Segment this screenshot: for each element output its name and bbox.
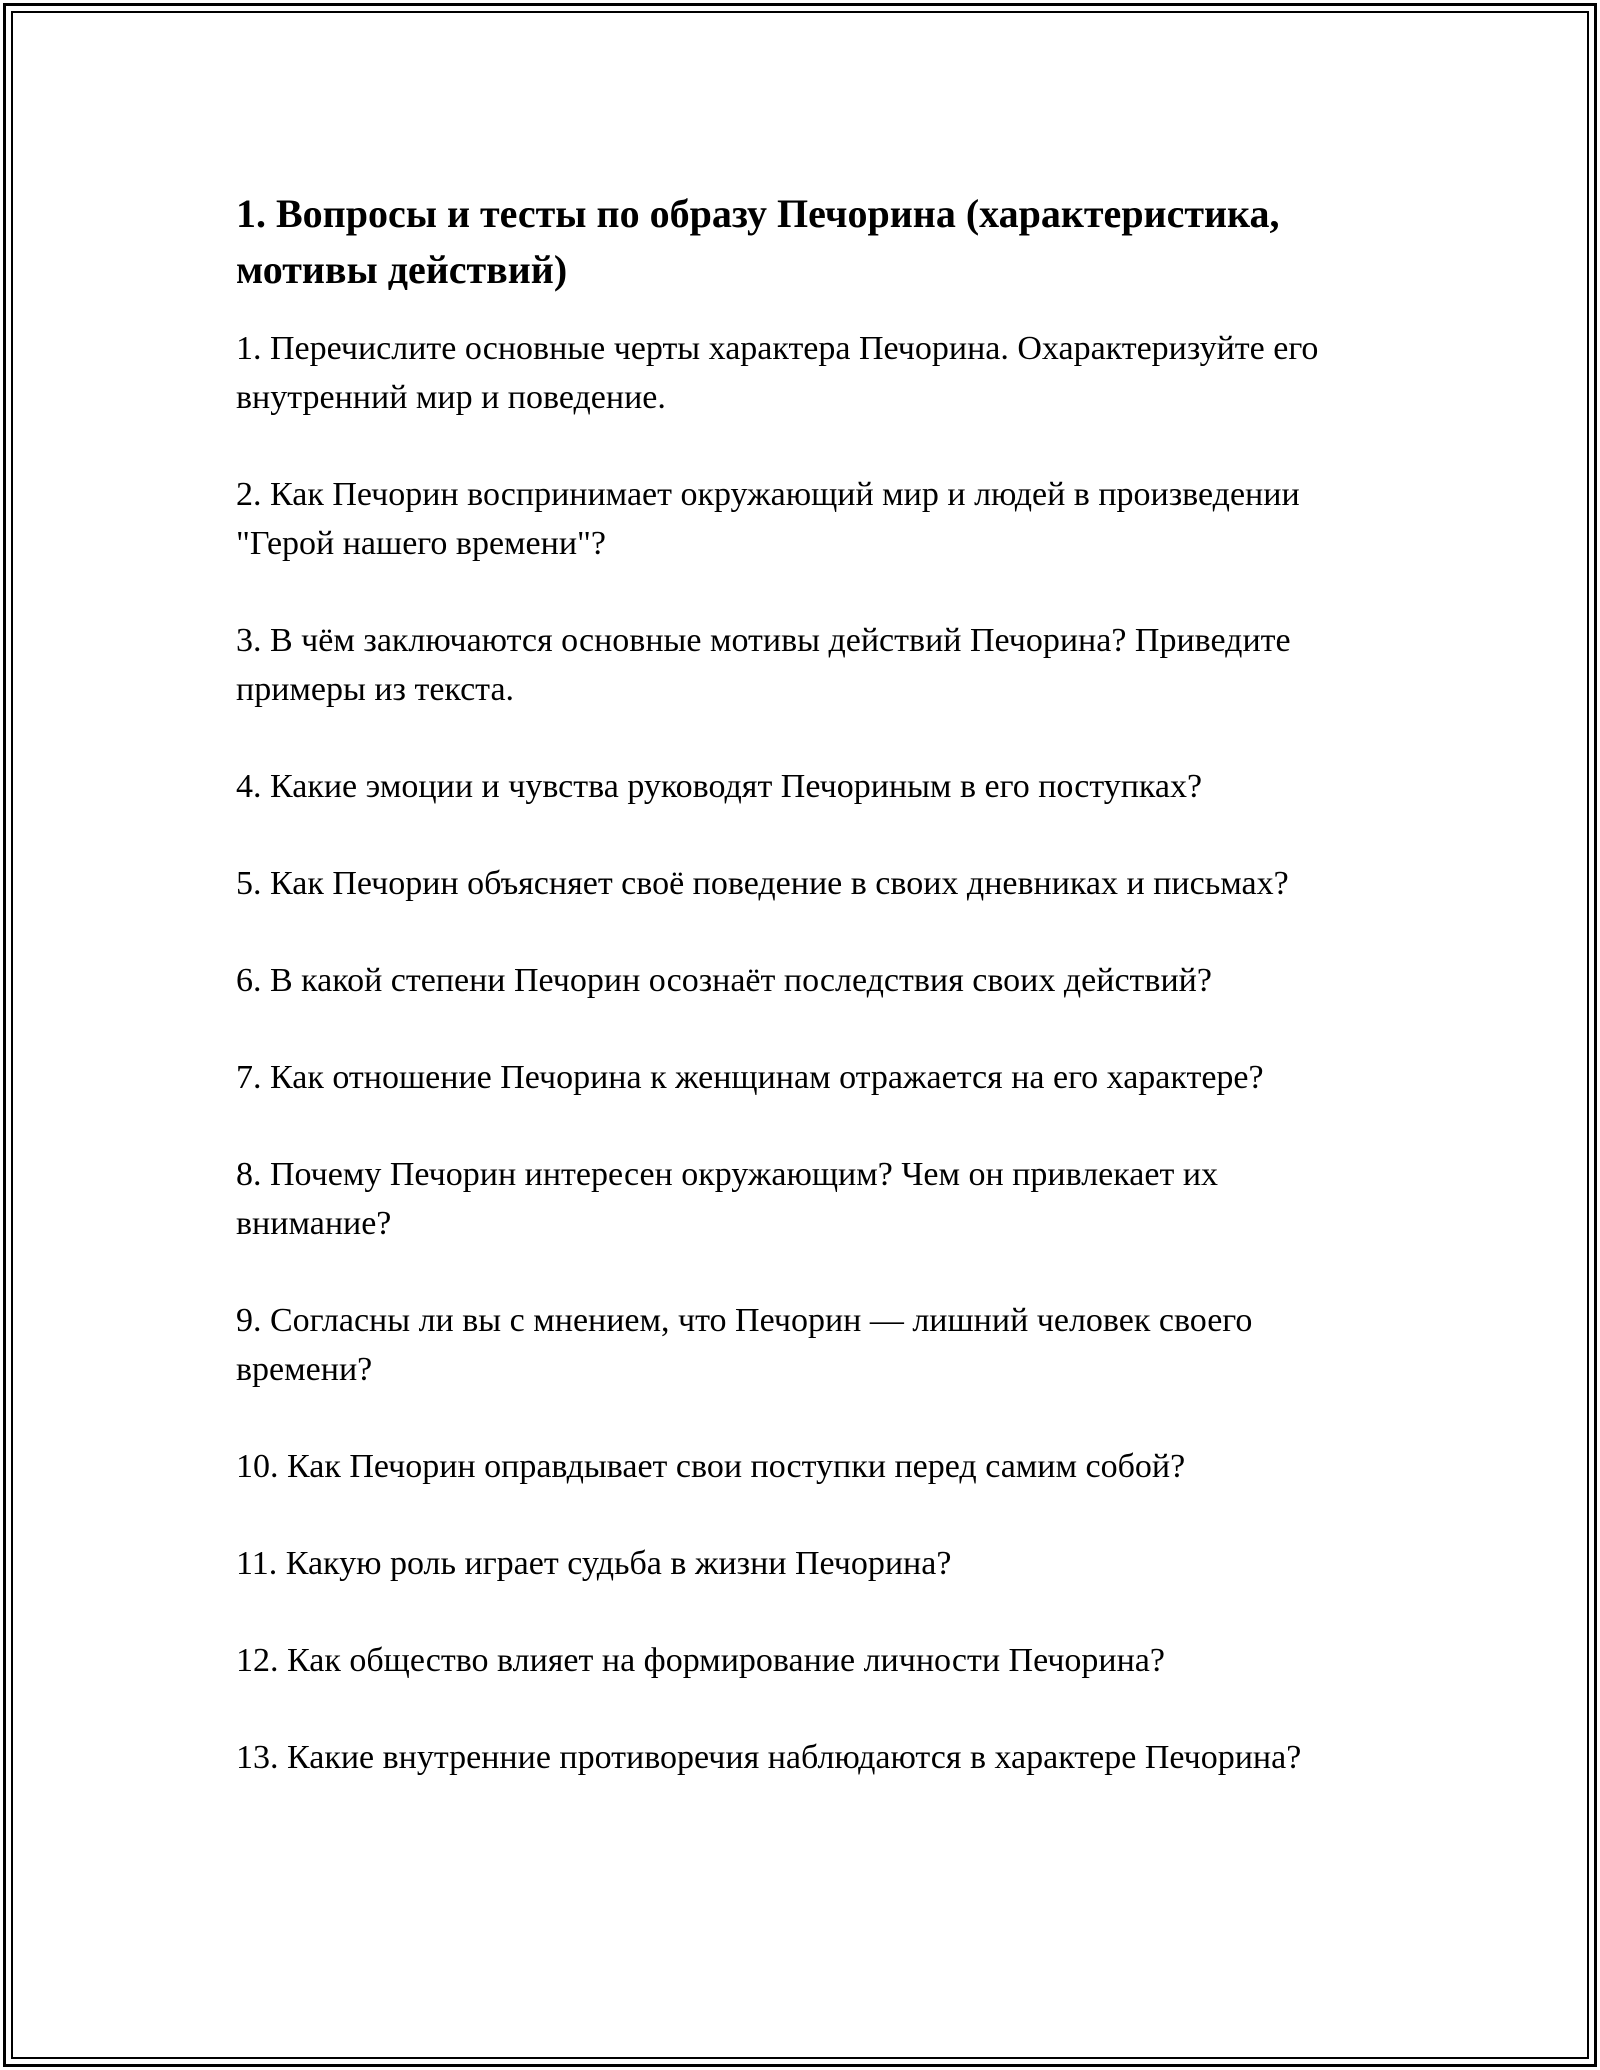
question-item: 12. Как общество влияет на формирование личности Печорина? — [236, 1642, 1165, 1679]
question-item: 1. Перечислите основные черты характера Печорина. Охарактеризуйте его внутренний мир и поведение. — [236, 330, 1319, 416]
question-item: 10. Как Печорин оправдывает свои поступки перед самим собой? — [236, 1448, 1186, 1485]
question-item: 5. Как Печорин объясняет своё поведение в своих дневниках и письмах? — [236, 865, 1289, 902]
question-item: 7. Как отношение Печорина к женщинам отражается на его характере? — [236, 1059, 1264, 1096]
question-item: 2. Как Печорин воспринимает окружающий мир и людей в произведении "Герой нашего времени"? — [236, 476, 1300, 562]
question-item: 8. Почему Печорин интересен окружающим? Чем он привлекает их внимание? — [236, 1156, 1219, 1242]
document-body — [236, 186, 1366, 1830]
question-item: 11. Какую роль играет судьба в жизни Печорина? — [236, 1545, 952, 1582]
question-list — [236, 324, 1366, 1782]
question-item: 3. В чём заключаются основные мотивы действий Печорина? Приведите примеры из текста. — [236, 622, 1291, 708]
question-item: 9. Согласны ли вы с мнением, что Печорин — лишний человек своего времени? — [236, 1302, 1253, 1388]
question-item: 4. Какие эмоции и чувства руководят Печориным в его поступках? — [236, 768, 1203, 805]
question-item: 13. Какие внутренние противоречия наблюдаются в характере Печорина? — [236, 1739, 1302, 1776]
document-title: 1. Вопросы и тесты по образу Печорина (характеристика, мотивы действий) — [236, 191, 1280, 292]
question-item: 6. В какой степени Печорин осознаёт последствия своих действий? — [236, 962, 1212, 999]
